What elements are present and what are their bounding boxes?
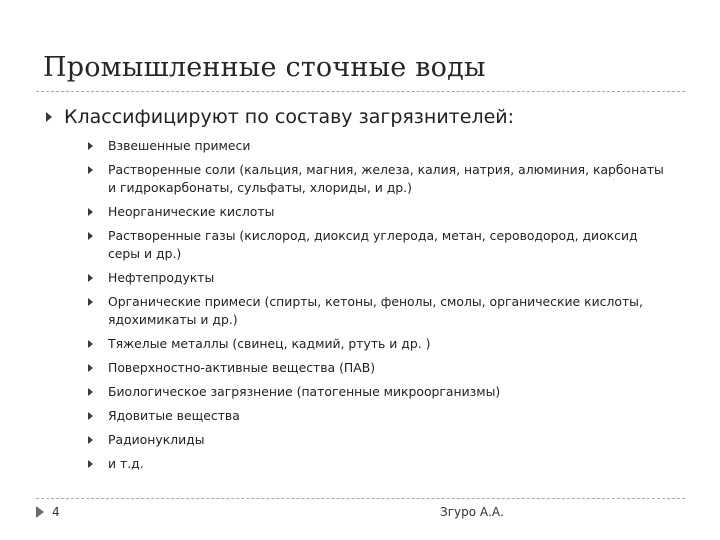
bullet-arrow-icon: [88, 436, 93, 444]
bullet-arrow-icon: [88, 166, 93, 174]
list-item-text: Растворенные газы (кислород, диоксид углерода, метан, сероводород, диоксид серы и др.): [108, 228, 638, 261]
main-bullet-text: Классифицируют по составу загрязнителей:: [64, 106, 515, 128]
list-item-text: Поверхностно-активные вещества (ПАВ): [108, 360, 376, 375]
list-item-text: Взвешенные примеси: [108, 138, 251, 153]
bullet-arrow-icon: [88, 364, 93, 372]
bullet-arrow-icon: [88, 232, 93, 240]
main-bullet: [46, 106, 514, 128]
bullet-arrow-icon: [88, 412, 93, 420]
bullet-arrow-icon: [88, 340, 93, 348]
list-item: [88, 293, 668, 329]
title-divider: [36, 91, 685, 92]
list-item-text: Неорганические кислоты: [108, 204, 275, 219]
bullet-arrow-icon: [88, 298, 93, 306]
sub-bullet-list: [88, 137, 668, 479]
bullet-arrow-icon: [88, 142, 93, 150]
list-item: [88, 227, 668, 263]
list-item-text: Биологическое загрязнение (патогенные микроорганизмы): [108, 384, 501, 399]
bullet-arrow-icon: [88, 274, 93, 282]
list-item: [88, 383, 668, 401]
bullet-arrow-icon: [88, 208, 93, 216]
list-item-text: Растворенные соли (кальция, магния, железа, калия, натрия, алюминия, карбонаты и гидрокарбонаты, сульфаты, хлориды, и др.): [108, 162, 664, 195]
list-item-text: Ядовитые вещества: [108, 408, 240, 423]
footer-divider: [36, 498, 685, 499]
bullet-arrow-icon: [46, 112, 52, 122]
list-item: [88, 431, 668, 449]
list-item-text: и т.д.: [108, 456, 144, 471]
footer-author: Згуро А.А.: [440, 505, 504, 519]
list-item-text: Тяжелые металлы (свинец, кадмий, ртуть и др. ): [108, 336, 431, 351]
list-item: [88, 137, 668, 155]
slide-title: Промышленные сточные воды: [43, 52, 486, 83]
list-item: [88, 455, 668, 473]
list-item: [88, 161, 668, 197]
list-item-text: Органические примеси (спирты, кетоны, фенолы, смолы, органические кислоты, ядохимикаты и др.): [108, 294, 643, 327]
list-item-text: Радионуклиды: [108, 432, 205, 447]
bullet-arrow-icon: [88, 460, 93, 468]
page-number: 4: [52, 505, 60, 519]
bullet-arrow-icon: [88, 388, 93, 396]
list-item: [88, 407, 668, 425]
list-item: [88, 335, 668, 353]
list-item-text: Нефтепродукты: [108, 270, 215, 285]
list-item: [88, 269, 668, 287]
footer-marker-icon: [36, 506, 44, 518]
list-item: [88, 203, 668, 221]
list-item: [88, 359, 668, 377]
